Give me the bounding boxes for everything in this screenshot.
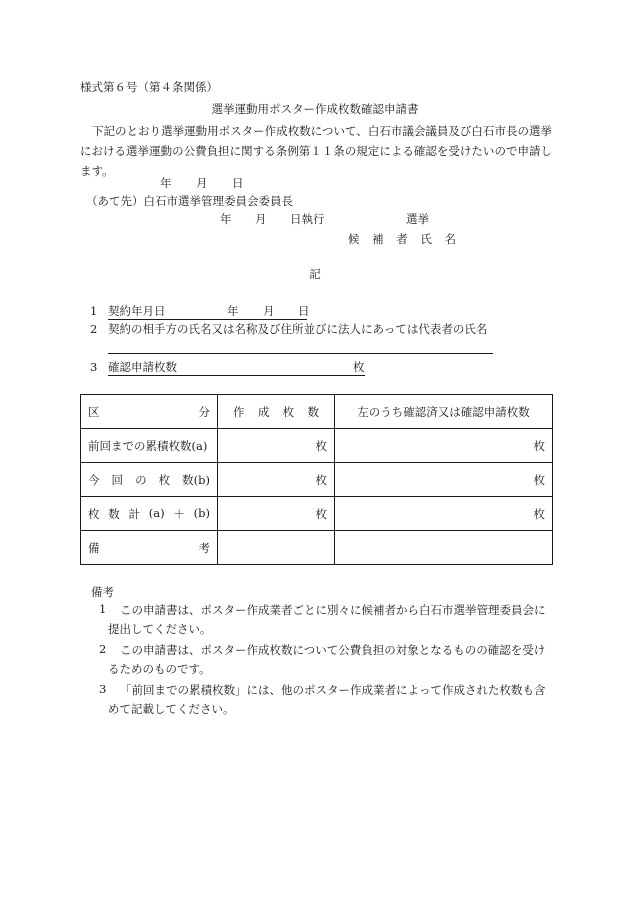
table-row bbox=[81, 531, 553, 565]
header-sakusei: 作 成 枚 数 bbox=[218, 395, 335, 429]
date-month-label: 月 bbox=[196, 176, 208, 190]
remark2-text: この申請書は、ポスター作成枚数について公費負担の対象となるものの確認を受けるためのものです。 bbox=[108, 643, 546, 676]
header-kubun: 区 分 bbox=[81, 395, 218, 429]
ki-heading: 記 bbox=[309, 267, 321, 281]
addressee: （あて先）白石市選挙管理委員会委員長 bbox=[86, 194, 293, 208]
row-remarks-sakusei bbox=[218, 531, 335, 565]
item2-number: 2 bbox=[90, 322, 98, 336]
item3-underline bbox=[108, 361, 365, 376]
remark3-number: 3 bbox=[99, 682, 107, 696]
remark1-number: 1 bbox=[99, 602, 107, 616]
table-row bbox=[81, 463, 553, 497]
candidate-name-label: 候 補 者 氏 名 bbox=[348, 232, 456, 246]
row-current-kakunin-unit: 枚 bbox=[335, 463, 553, 497]
item1-number: 1 bbox=[90, 304, 98, 318]
date-day-label: 日 bbox=[232, 176, 244, 190]
count-table bbox=[80, 394, 553, 565]
election-day-exec-label: 日執行 bbox=[290, 212, 325, 226]
item3-number: 3 bbox=[90, 360, 98, 374]
item2-blank-line bbox=[108, 353, 493, 354]
row-label-remarks: 備 考 bbox=[81, 531, 218, 565]
election-month-label: 月 bbox=[255, 212, 267, 226]
item1-day: 日 bbox=[298, 304, 310, 318]
row-label-current: 今 回 の 枚 数(b) bbox=[81, 463, 218, 497]
row-label-previous: 前回までの累積枚数(a) bbox=[81, 429, 218, 463]
row-total-sakusei-unit: 枚 bbox=[218, 497, 335, 531]
remark3-text: 「前回までの累積枚数」には、他のポスター作成業者によって作成された枚数も含めて記載してください。 bbox=[108, 683, 546, 716]
row-remarks-kakunin bbox=[335, 531, 553, 565]
document-title: 選挙運動用ポスター作成枚数確認申請書 bbox=[211, 102, 419, 116]
table-row bbox=[81, 429, 553, 463]
remark2-number: 2 bbox=[99, 642, 107, 656]
row-previous-kakunin-unit: 枚 bbox=[335, 429, 553, 463]
remarks-title: 備考 bbox=[91, 585, 114, 599]
form-number: 様式第６号（第４条関係） bbox=[80, 80, 218, 94]
date-year-label: 年 bbox=[160, 176, 172, 190]
intro-paragraph: 下記のとおり選挙運動用ポスター作成枚数について、白石市議会議員及び白石市長の選挙における選挙運動の公費負担に関する条例第１１条の規定による確認を受けたいので申請します。 bbox=[80, 124, 552, 178]
table-header-row bbox=[81, 395, 553, 429]
item3-label: 確認申請枚数 bbox=[108, 360, 177, 374]
remark1-text: この申請書は、ポスター作成業者ごとに別々に候補者から白石市選挙管理委員会に提出してください。 bbox=[108, 603, 546, 636]
row-label-total: 枚 数 計 (a) ＋ (b) bbox=[81, 497, 218, 531]
election-year-label: 年 bbox=[220, 212, 232, 226]
item1-year: 年 bbox=[227, 304, 239, 318]
row-current-sakusei-unit: 枚 bbox=[218, 463, 335, 497]
table-row bbox=[81, 497, 553, 531]
item1-underline bbox=[108, 304, 310, 320]
header-kakunin: 左のうち確認済又は確認申請枚数 bbox=[335, 395, 553, 429]
row-previous-sakusei-unit: 枚 bbox=[218, 429, 335, 463]
item1-label: 契約年月日 bbox=[108, 304, 166, 318]
item1-month: 月 bbox=[263, 304, 275, 318]
item2-label: 契約の相手方の氏名又は名称及び住所並びに法人にあっては代表者の氏名 bbox=[108, 322, 488, 336]
election-label: 選挙 bbox=[406, 212, 429, 226]
item3-unit: 枚 bbox=[353, 360, 365, 374]
row-total-kakunin-unit: 枚 bbox=[335, 497, 553, 531]
